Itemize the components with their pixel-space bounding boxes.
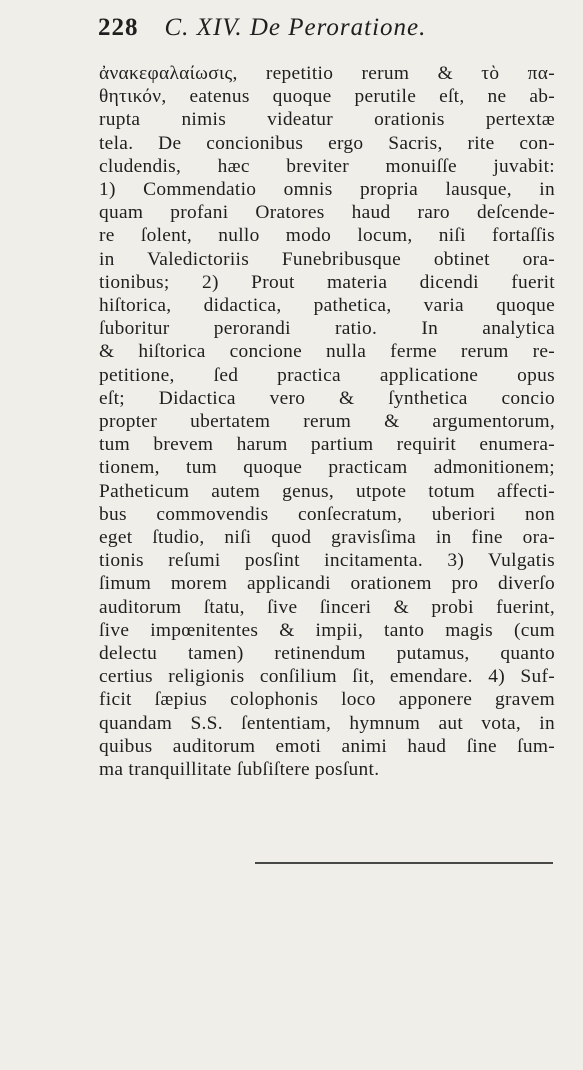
text-line: in Valedictoriis Funebribusque obtinet ora- <box>99 248 555 270</box>
text-line: re ſolent, nullo modo locum, niſi fortaſſis <box>99 225 555 247</box>
body-text <box>99 62 555 781</box>
text-line: quandam S.S. ſententiam, hymnum aut vota, in <box>99 712 555 734</box>
text-line: certius religionis conſilium ſit, emendare. 4) Suf- <box>99 666 555 688</box>
text-line: ἀνακεφαλαίωσις, repetitio rerum & τὸ πα- <box>99 63 555 84</box>
text-line: quibus auditorum emoti animi haud ſine ſum- <box>99 735 555 757</box>
text-line: ſive impœnitentes & impii, tanto magis (cum <box>99 619 555 641</box>
text-line: cludendis, hæc breviter monuiſſe juvabit: <box>99 155 555 177</box>
text-line: petitione, ſed practica applicatione opus <box>99 364 555 386</box>
divider-rule <box>255 862 553 864</box>
text-line: eſt; Didactica vero & ſynthetica concio <box>99 387 555 409</box>
text-line: ſuboritur perorandi ratio. In analytica <box>99 318 555 340</box>
text-line: 1) Commendatio omnis propria lausque, in <box>99 179 555 201</box>
text-line: θητικόν, eatenus quoque perutile eſt, ne ab- <box>99 86 555 108</box>
text-line: tela. De concionibus ergo Sacris, rite con- <box>99 132 555 154</box>
page-number: 228 <box>98 14 139 41</box>
text-line: propter ubertatem rerum & argumentorum, <box>99 411 555 433</box>
text-line: tionibus; 2) Prout materia dicendi fuerit <box>99 271 555 293</box>
text-line: Patheticum autem genus, utpote totum affecti- <box>99 480 555 502</box>
text-line: rupta nimis videatur orationis pertextæ <box>99 109 555 131</box>
text-line: bus commovendis conſecratum, uberiori non <box>99 503 555 525</box>
text-line: tionem, tum quoque practicam admonitionem; <box>99 457 555 479</box>
text-line: & hiſtorica concione nulla ferme rerum re- <box>99 341 555 363</box>
running-header <box>98 14 426 42</box>
text-line: auditorum ſtatu, ſive ſinceri & probi fuerint, <box>99 596 555 618</box>
text-line: tum brevem harum partium requirit enumera- <box>99 434 555 456</box>
text-line: eget ſtudio, niſi quod gravisſima in fine ora- <box>99 527 555 549</box>
text-line: ficit ſæpius colophonis loco apponere gravem <box>99 689 555 711</box>
text-line: ſimum morem applicandi orationem pro diverſo <box>99 573 555 595</box>
text-line: quam profani Oratores haud raro deſcende- <box>99 202 555 224</box>
text-line: ma tranquillitate ſubſiſtere posſunt. <box>99 759 380 781</box>
text-line: tionis reſumi posſint incitamenta. 3) Vulgatis <box>99 550 555 572</box>
chapter-title: C. XIV. De Peroratione. <box>164 14 427 41</box>
text-line: delectu tamen) retinendum putamus, quanto <box>99 643 555 665</box>
text-line: hiſtorica, didactica, pathetica, varia quoque <box>99 295 555 317</box>
